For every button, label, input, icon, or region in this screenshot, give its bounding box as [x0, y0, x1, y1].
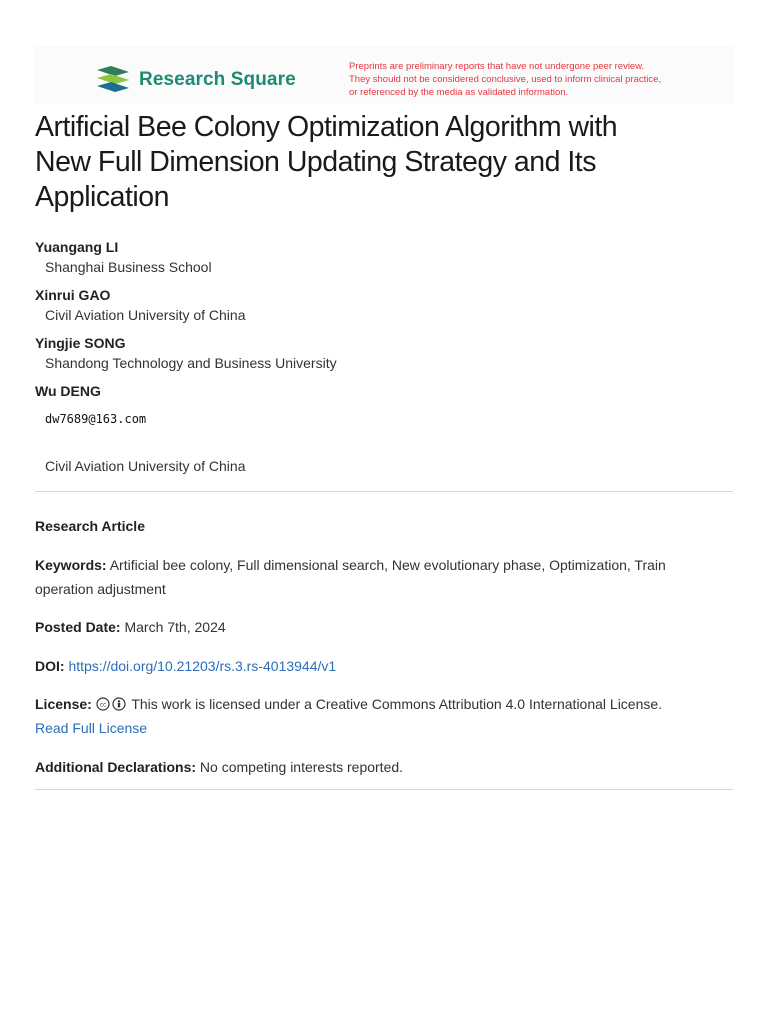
cc-license-icons	[96, 697, 126, 711]
doi-link[interactable]: https://doi.org/10.21203/rs.3.rs-4013944/v1	[68, 658, 337, 674]
cc-by-icon	[112, 697, 126, 711]
article-type	[35, 514, 725, 538]
keywords-label: Keywords:	[35, 557, 107, 573]
posted-date-value: March 7th, 2024	[124, 619, 226, 635]
author-affiliation: Civil Aviation University of China	[45, 458, 246, 474]
author-name: Wu DENG	[35, 383, 101, 399]
declarations-label: Additional Declarations:	[35, 759, 197, 775]
svg-text:cc: cc	[99, 701, 107, 709]
posted-date-label: Posted Date:	[35, 619, 121, 635]
posted-date	[35, 615, 725, 639]
author-email[interactable]: dw7689@163.com	[45, 412, 147, 426]
author-affiliation: Shanghai Business School	[45, 259, 212, 275]
additional-declarations	[35, 755, 725, 779]
disclaimer-line: They should not be considered conclusive, used to inform clinical practice,	[349, 74, 662, 85]
declarations-value: No competing interests reported.	[199, 759, 404, 775]
article-type-value: Research Article	[35, 518, 145, 534]
author-name: Xinrui GAO	[35, 287, 111, 303]
research-square-logo-icon	[95, 64, 131, 96]
license-label: License:	[35, 696, 92, 712]
license-text: This work is licensed under a Creative Commons Attribution 4.0 International License.	[131, 696, 663, 712]
doi	[35, 654, 725, 678]
brand-name: Research Square	[139, 69, 296, 90]
research-square-logo[interactable]	[95, 64, 296, 96]
preprint-disclaimer	[349, 60, 729, 99]
read-full-license-link[interactable]: Read Full License	[35, 720, 148, 736]
paper-title	[35, 110, 735, 215]
title-line: New Full Dimension Updating Strategy and Its	[35, 146, 596, 178]
cc-icon	[96, 697, 110, 711]
author-list	[35, 237, 735, 476]
author-name: Yuangang LI	[35, 239, 119, 255]
disclaimer-line: or referenced by the media as validated information.	[349, 87, 569, 98]
title-line: Application	[35, 181, 169, 213]
author-affiliation: Shandong Technology and Business University	[45, 355, 337, 371]
doi-label: DOI:	[35, 658, 65, 674]
author-affiliation: Civil Aviation University of China	[45, 307, 246, 323]
keywords	[35, 553, 725, 601]
keywords-value: Artificial bee colony, Full dimensional search, New evolutionary phase, Optimization, Train operation adjustment	[35, 557, 666, 597]
divider	[35, 789, 733, 790]
title-line: Artificial Bee Colony Optimization Algorithm with	[35, 111, 618, 143]
disclaimer-line: Preprints are preliminary reports that have not undergone peer review.	[349, 61, 645, 72]
divider	[35, 491, 733, 492]
author-name: Yingjie SONG	[35, 335, 126, 351]
license	[35, 692, 725, 740]
